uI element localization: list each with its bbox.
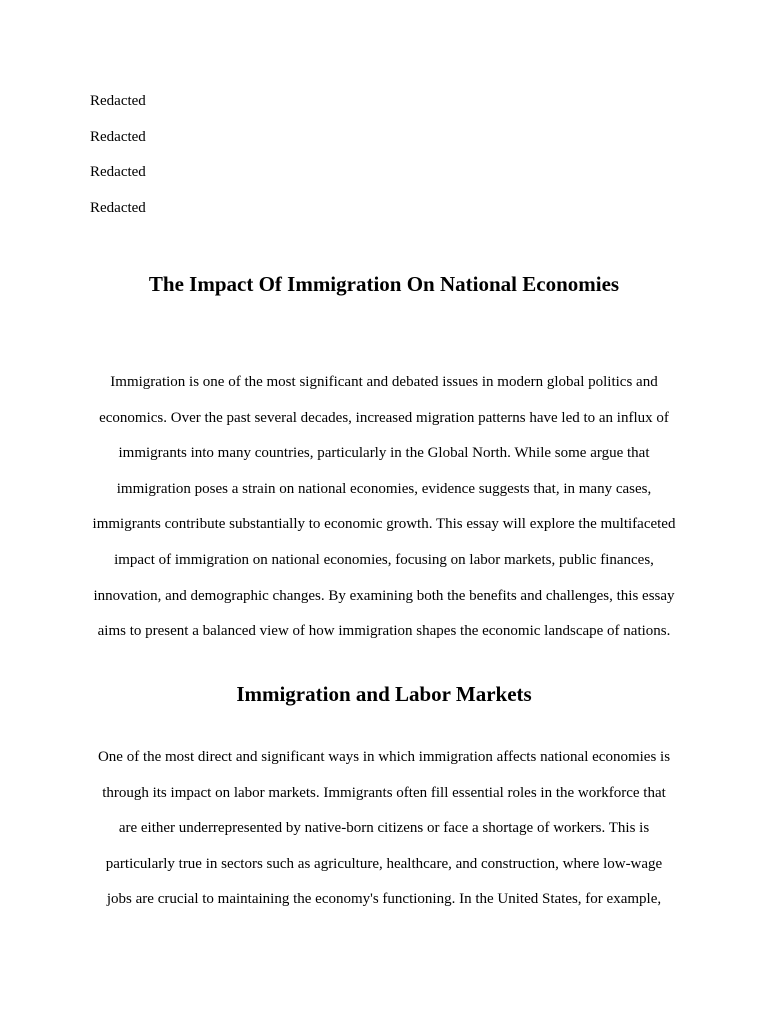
header-line-instructor: Redacted: [90, 128, 146, 145]
paragraph-line: jobs are crucial to maintaining the economy's functioning. In the United States, for example,: [106, 891, 662, 908]
paragraph-line: particularly true in sectors such as agriculture, healthcare, and construction, where low-wage: [105, 855, 663, 872]
author-header-block: [90, 93, 390, 235]
paragraph-line: immigrants into many countries, particularly in the Global North. While some argue that: [118, 445, 650, 462]
paragraph-line: impact of immigration on national economies, focusing on labor markets, public finances,: [114, 551, 654, 568]
paragraph-line: One of the most direct and significant ways in which immigration affects national economies is: [97, 749, 671, 765]
header-line-date: Redacted: [90, 199, 146, 216]
paragraph-line: immigrants contribute substantially to economic growth. This essay will explore the multifaceted: [92, 516, 676, 533]
labor-markets-paragraph: [0, 740, 768, 918]
paragraph-line: are either underrepresented by native-born citizens or face a shortage of workers. This is: [118, 820, 650, 837]
paragraph-line: economics. Over the past several decades, increased migration patterns have led to an influx of: [99, 409, 669, 426]
paragraph-line: innovation, and demographic changes. By examining both the benefits and challenges, this essay: [93, 587, 675, 604]
paragraph-line: through its impact on labor markets. Immigrants often fill essential roles in the workforce that: [102, 784, 666, 801]
paragraph-line: Immigration is one of the most significant and debated issues in modern global politics and: [110, 374, 658, 390]
header-line-name: Redacted: [90, 93, 146, 109]
section-heading-labor-markets: Immigration and Labor Markets: [236, 682, 532, 706]
document-title: The Impact Of Immigration On National Economies: [148, 272, 620, 296]
intro-paragraph: [0, 365, 768, 650]
paragraph-line: immigration poses a strain on national economies, evidence suggests that, in many cases,: [116, 480, 652, 497]
header-line-course: Redacted: [90, 164, 146, 180]
paragraph-line: aims to present a balanced view of how immigration shapes the economic landscape of nations.: [97, 623, 671, 640]
